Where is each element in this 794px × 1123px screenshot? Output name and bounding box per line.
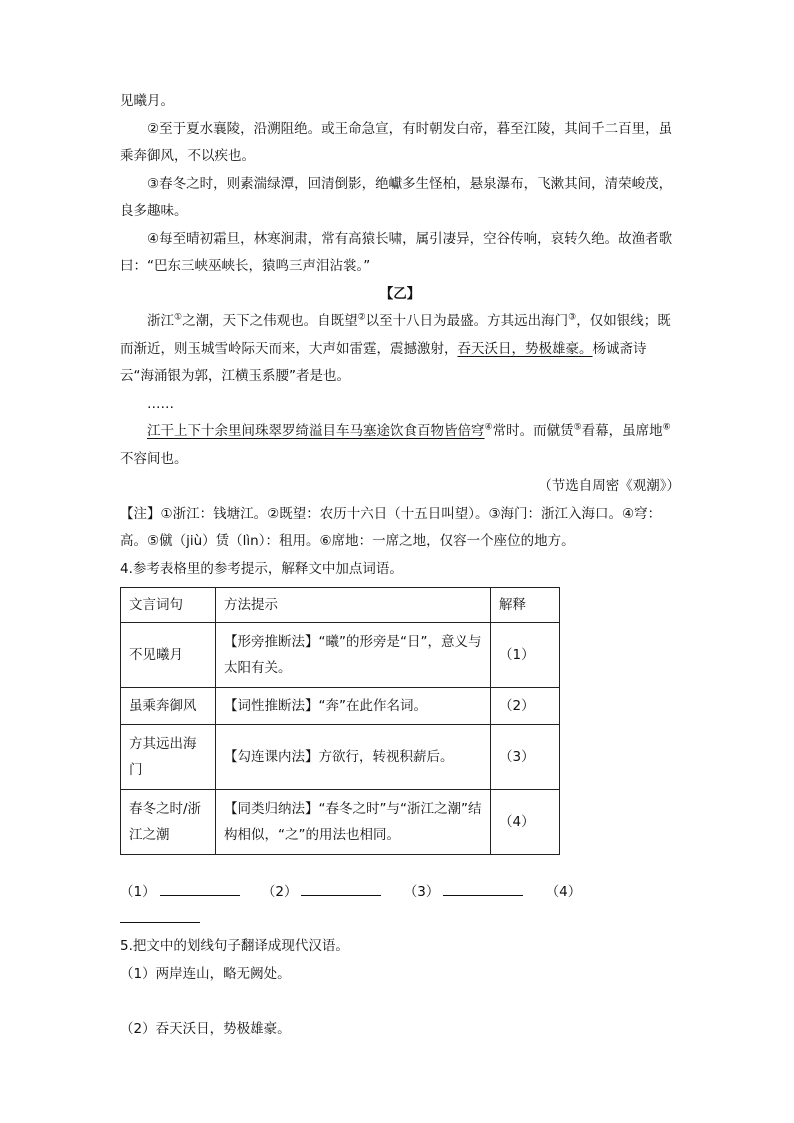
passage-b-ellipsis: ……: [147, 395, 174, 412]
q4-prompt: 4.参考表格里的参考提示，解释文中加点词语。: [120, 560, 403, 577]
header-cell: 方法提示: [216, 588, 491, 623]
note-ref-3: ③: [568, 312, 577, 323]
passage-a-p4: ④每至晴初霜旦，林寒涧肃，常有高猿长啸，属引凄异，空谷传响，哀转久绝。故渔者歌曰：“巴东三峡巫峡长，猿鸣三声泪沾裳。”: [120, 230, 673, 274]
phrase-cell: 春冬之时/浙江之潮: [121, 790, 216, 855]
p1-a: 浙江: [147, 313, 174, 329]
p1-d: ，仅如银线；既而渐近，则玉城雪岭际天而来，大声如雷霆，震撼激射，: [120, 313, 671, 357]
passage-a-p2: ②至于夏水襄陵，沿溯阻绝。或王命急宣，有时朝发白帝，暮至江陵，其间千二百里，虽乘奔御风，不以疾也。: [120, 120, 673, 164]
note-ref-4: ④: [484, 422, 493, 433]
p1-c: 以至十八日为最盛。方其远出海门: [365, 313, 569, 329]
q4-answer-blanks: [120, 879, 680, 933]
note-ref-6: ⑥: [662, 422, 671, 433]
document-page: [120, 88, 680, 1044]
q5-sentence-1: （1）两岸连山，略无阙处。: [120, 965, 291, 982]
answer-cell: （3）: [491, 725, 560, 790]
hint-cell: 【形旁推断法】“曦”的形旁是“日”，意义与太阳有关。: [216, 623, 491, 688]
p2-b: 看幕，虽席地: [581, 423, 663, 439]
table-header-row: [121, 588, 560, 623]
table-row: [121, 688, 560, 725]
table-row: [121, 790, 560, 855]
note-ref-2: ②: [357, 312, 366, 323]
p1-e: 杨诚斋诗云“海涌银为郭，江横玉系腰”者是也。: [120, 340, 647, 384]
answer-blank-3[interactable]: [443, 881, 523, 896]
underlined-sentence-1: 吞天沃日，势极雄豪。: [457, 340, 593, 357]
answer-cell: （2）: [491, 688, 560, 725]
header-cell: 解释: [491, 588, 560, 623]
note-ref-1: ①: [174, 312, 183, 323]
source-citation: （节选自周密《观潮》）: [538, 478, 680, 494]
answer-blank-4[interactable]: [120, 908, 200, 923]
answer-cell: （4）: [491, 790, 560, 855]
passage-a-p3: ③春冬之时，则素湍绿潭，回清倒影，绝巘多生怪柏，悬泉瀑布，飞漱其间，清荣峻茂，良多趣味。: [120, 175, 673, 219]
blank-label: （3）: [403, 884, 440, 900]
hint-cell: 【词性推断法】“奔”在此作名词。: [216, 688, 491, 725]
phrase-cell: 不见曦月: [121, 623, 216, 688]
underlined-sentence-2: 江干上下十余里间珠翠罗绮溢目车马塞途饮食百物皆倍穹: [147, 423, 485, 439]
table-row: [121, 623, 560, 688]
note-ref-5: ⑤: [573, 422, 582, 433]
answer-cell: （1）: [491, 623, 560, 688]
answer-blank-2[interactable]: [301, 881, 381, 896]
q5-prompt: 5.把文中的划线句子翻译成现代汉语。: [120, 938, 349, 954]
p2-c: 不容间也。: [120, 450, 188, 467]
passage-b-p2: [120, 418, 680, 473]
blank-label: （2）: [261, 884, 298, 900]
passage-b-p1: [120, 308, 680, 391]
blank-label: （1）: [120, 884, 156, 900]
header-cell: 文言词句: [121, 588, 216, 623]
q5-sentence-2: （2）吞天沃日，势极雄豪。: [120, 1021, 291, 1037]
p2-a: 常时。而僦赁: [492, 423, 574, 439]
hint-cell: 【勾连课内法】方欲行，转视积薪后。: [216, 725, 491, 790]
hint-cell: 【同类归纳法】“春冬之时”与“浙江之潮”结构相似，“之”的用法也相同。: [216, 790, 491, 855]
blank-label: （4）: [545, 884, 582, 900]
table-row: [121, 725, 560, 790]
phrase-cell: 方其远出海门: [121, 725, 216, 790]
p1-b: 之潮，天下之伟观也。自既望: [182, 313, 358, 329]
phrase-cell: 虽乘奔御风: [121, 688, 216, 725]
q4-table: [120, 587, 560, 855]
passage-a-line0: 见曦月。: [120, 93, 174, 109]
answer-blank-1[interactable]: [160, 881, 240, 896]
passage-b-heading: 【乙】: [379, 285, 421, 302]
notes: 【注】①浙江：钱塘江。②既望：农历十六日（十五日叫望）。③海门：浙江入海口。④穹：高。⑤僦（jiù）赁（lìn）：租用。⑥席地：一席之地，仅容一个座位的地方。: [120, 505, 662, 549]
